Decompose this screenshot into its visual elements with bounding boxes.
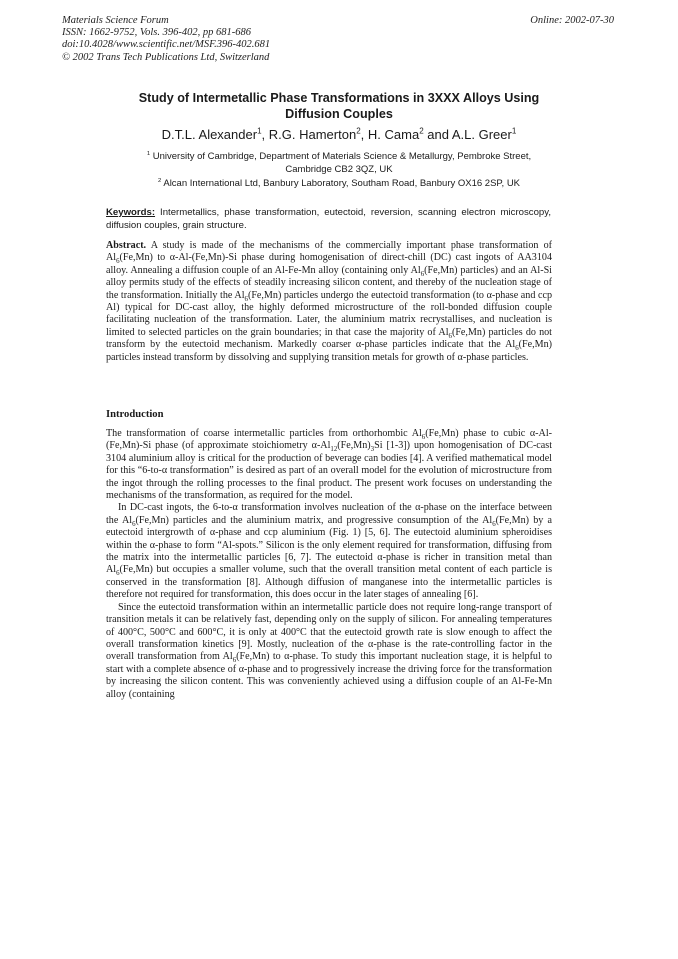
- author-name: D.T.L. Alexander: [161, 127, 258, 142]
- keywords-label: Keywords:: [106, 207, 156, 218]
- paragraph-text: (Fe,Mn): [337, 440, 371, 452]
- author-affiliation-mark: 1: [257, 126, 262, 136]
- intro-paragraph-3: [106, 602, 552, 701]
- subscript: 6: [492, 520, 496, 528]
- paragraph-text: (Fe,Mn) but occupies a smaller volume, such that the overall transition metal content of each particle is conserved in the transformation [8]. Although diffusion of manganese into the intermetallic particles is therefore not required for transformation, this does occur in the later stages of annealing [6].: [106, 564, 552, 601]
- copyright-line: © 2002 Trans Tech Publications Ltd, Switzerland: [62, 51, 270, 63]
- abstract-text: (Fe,Mn) to α-Al-(Fe,Mn)-Si phase during homogenisation of direct-chill (DC) cast ingots of AA3104 alloy. Annealing a diffusion couple of an Al-Fe-Mn alloy (containing only Al: [106, 252, 552, 276]
- author-affiliation-mark: 2: [419, 126, 424, 136]
- paragraph-text: (Fe,Mn) particles and the aluminium matrix, and progressive consumption of the Al: [135, 514, 493, 526]
- paragraph-text: Since the eutectoid transformation within an intermetallic particle does not require long-range transport of transition metals it can be relatively fast, depending only on the supply of silicon. For annealing temperatures of 400°C, 500°C and 600°C, it is only at 400°C that the eutectoid growth rate is slow enough to affect the overall transformation kinetics [9]. Mostly, nucleation of the α-phase is the rate-controlling factor in the overall transformation from Al: [106, 601, 552, 663]
- author-list: [60, 127, 618, 142]
- subscript: 3: [370, 446, 375, 454]
- affiliation-mark: 1: [146, 150, 151, 157]
- section-heading-introduction: Introduction: [106, 409, 164, 420]
- keywords-text: Intermetallics, phase transformation, eutectoid, reversion, scanning electron microscopy, diffusion couples, grain structure.: [106, 207, 551, 231]
- affiliation-text: University of Cambridge, Department of Materials Science & Metallurgy, Pembroke Street,: [150, 151, 532, 162]
- subscript: 6: [421, 434, 426, 442]
- online-date: Online: 2002-07-30: [530, 15, 614, 26]
- intro-paragraph-2: [106, 502, 552, 601]
- journal-header: [62, 15, 270, 64]
- paragraph-text: (Fe,Mn) to α-phase. To study this important nucleation stage, it is helpful to start with a complete absence of α-phase and to progressively increase the driving force for the transformation by increasing the silicon content. This was conveniently achieved using a diffusion couple of an Al-Fe-Mn alloy (containing: [106, 651, 552, 700]
- subscript: 6: [116, 258, 120, 266]
- subscript: 6: [515, 345, 519, 353]
- doi-line: doi:10.4028/www.scientific.net/MSF.396-402.681: [62, 39, 271, 51]
- author-name: , R.G. Hamerton: [261, 127, 357, 142]
- issn-line: ISSN: 1662-9752, Vols. 396-402, pp 681-686: [62, 27, 251, 39]
- affiliation-1: [90, 151, 588, 176]
- author-affiliation-mark: 2: [356, 126, 361, 136]
- affiliation-text: Alcan International Ltd, Banbury Laboratory, Southam Road, Banbury OX16 2SP, UK: [161, 178, 521, 189]
- subscript: 6: [420, 270, 425, 278]
- paragraph-text: The transformation of coarse intermetallic particles from orthorhombic Al: [106, 428, 422, 439]
- introduction-body: [106, 428, 552, 701]
- abstract-text: (Fe,Mn) particles do not transform by the eutectoid mechanism. Markedly coarser α-phase particles indicate that the Al: [106, 326, 552, 351]
- paragraph-text: In DC-cast ingots, the 6-to-α transformation involves nucleation of the α-phase on the interface between the Al: [106, 502, 552, 526]
- title-line-2: Diffusion Couples: [285, 107, 393, 121]
- subscript: 6: [232, 657, 237, 665]
- abstract-text: (Fe,Mn) particles undergo the eutectoid transformation (to α-phase and ccp Al) typical for DC-cast alloy, the highly deformed microstructure of the roll-bonded diffusion couple facilitating nucleation of the transformation. Later, the aluminium matrix recrystallises, and nucleation is limited to selected particles on the grain boundaries; in that case the majority of Al: [106, 289, 552, 338]
- paper-title: [90, 90, 588, 122]
- abstract-text: (Fe,Mn) particles) and an Al-Si alloy permits study of the effects of steadily increasing silicon content, and thereby of the nucleation stage of the transformation. Initially the Al: [106, 264, 552, 301]
- affiliation-text: Cambridge CB2 3QZ, UK: [285, 163, 393, 175]
- abstract-text: (Fe,Mn) particles instead transform by dissolving and supplying transition metals for growth of α-phase particles.: [106, 339, 552, 363]
- subscript: 12: [330, 446, 338, 454]
- paragraph-text: Si [1-3]) upon homogenisation of DC-cast 3104 aluminium alloy is critical for the production of beverage can bodies [4]. A verified mathematical model for this “6-to-α transformation” is desired as part of an overall model for the evolution of microstructure from the ingot through the rolling processes to the final product. The present work focuses on understanding the mechanisms of the transformation, as required for the model.: [106, 440, 552, 502]
- subscript: 6: [244, 295, 248, 303]
- paragraph-text: (Fe,Mn) by a eutectoid intergrowth of α-phase and ccp aluminium (Fig. 1) [5, 6]. The eutectoid aluminium spheroidises within the α-phase to form “Al-spots.” Silicon is the only element required for transformation, diffusing from the matrix into the intermetallic particles [6, 7]. The eutectoid α-phase is richer in transition metal than Al: [106, 514, 552, 576]
- affiliation-2: [90, 178, 588, 191]
- author-name: and A.L. Greer: [423, 127, 512, 142]
- paragraph-text: (Fe,Mn) phase to cubic α-Al-(Fe,Mn)-Si phase (of approximate stoichiometry α-Al: [106, 428, 552, 452]
- abstract-text: A study is made of the mechanisms of the commercially important phase transformation of Al: [106, 240, 552, 264]
- subscript: 6: [116, 570, 120, 578]
- title-line-1: Study of Intermetallic Phase Transformations in 3XXX Alloys Using: [138, 91, 540, 105]
- keywords-block: [106, 207, 551, 232]
- affiliation-mark: 2: [157, 177, 162, 184]
- abstract-label: Abstract.: [106, 240, 147, 251]
- subscript: 6: [448, 332, 452, 340]
- abstract-block: [106, 240, 552, 364]
- author-affiliation-mark: 1: [511, 126, 517, 136]
- journal-name: Materials Science Forum: [62, 15, 169, 26]
- author-name: , H. Cama: [360, 127, 420, 142]
- subscript: 6: [132, 520, 136, 528]
- intro-paragraph-1: [106, 428, 552, 502]
